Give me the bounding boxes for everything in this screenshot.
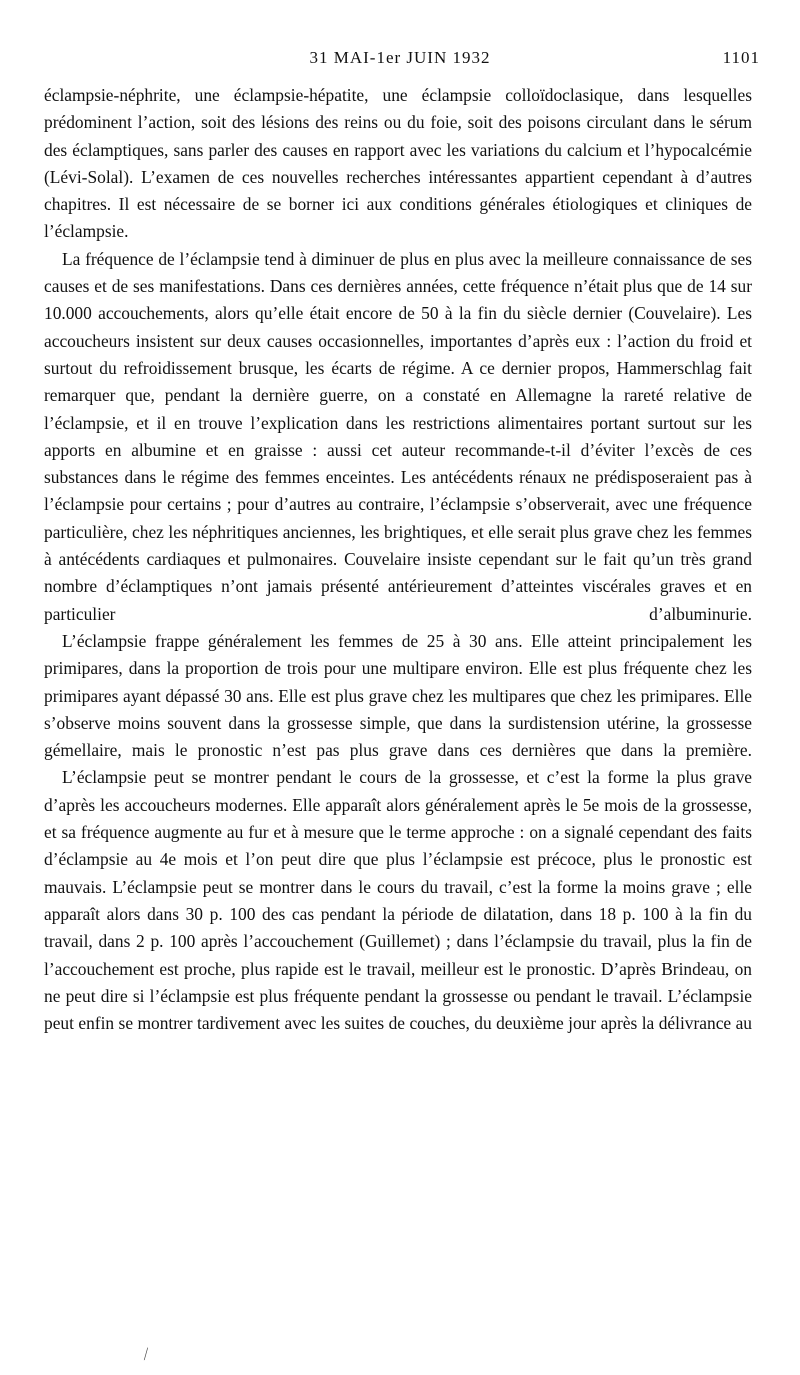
paragraph: éclampsie-néphrite, une éclampsie-hépatite, une éclampsie colloïdoclasique, dans lesquelles prédominent l’action, soit des lésions des reins ou du foie, soit des poisons circulant dans le sérum des éclamptiques, sans parler des causes en rapport avec les variations du calcium et l’hypocalcémie (Lévi-Solal). L’examen de ces nouvelles recherches intéressantes appartient cependant à d’autres chapitres. Il est nécessaire de se borner ici aux conditions générales étiologiques et cliniques de l’éclampsie. [44,85,752,242]
stray-pen-mark: ⁄ [142,1346,151,1363]
paragraph: La fréquence de l’éclampsie tend à diminuer de plus en plus avec la meilleure connaissance de ses causes et de ses manifestations. Dans ces dernières années, cette fréquence n’était plus que de 14 sur 10.000 accouchements, alors qu’elle était encore de 50 à la fin du siècle dernier (Couvelaire). Les accoucheurs insistent sur deux causes occasionnelles, importantes d’après eux : l’action du froid et surtout du refroidissement brusque, les écarts de régime. A ce dernier propos, Hammerschlag fait remarquer que, pendant la dernière guerre, on a constaté en Allemagne la rareté relative de l’éclampsie, et il en trouve l’explication dans les restrictions alimentaires portant surtout sur les apports en albumine et en graisse : aussi cet auteur recommande-t-il d’éviter l’excès de ces substances dans le régime des femmes enceintes. Les antécédents rénaux ne prédisposeraient pas à l’éclampsie pour certains ; pour d’autres au contraire, l’éclampsie s’observerait, avec une fréquence particulière, chez les néphritiques anciennes, les brightiques, et elle serait plus grave chez les femmes à antécédents cardiaques et pulmonaires. Couvelaire insiste cependant sur le fait qu’un très grand nombre d’éclamptiques n’ont jamais présenté antérieurement d’atteintes viscérales graves et en particulier d’albuminurie. [44,248,752,624]
page-number: 1101 [722,48,760,67]
running-head-date: 31 MAI-1er JUIN 1932 [309,48,491,67]
page-header [40,48,760,74]
paragraph: L’éclampsie frappe généralement les femmes de 25 à 30 ans. Elle atteint principalement les primipares, dans la proportion de trois pour une multipare environ. Elle est plus fréquente chez les primipares ayant dépassé 30 ans. Elle est plus grave chez les multipares que chez les primipares. Elle s’observe moins souvent dans la grossesse simple, que dans la surdistension utérine, la grossesse gémellaire, mais le pronostic n’est pas plus grave dans ces dernières que dans la première. [44,630,752,761]
paragraph: L’éclampsie peut se montrer pendant le cours de la grossesse, et c’est la forme la plus grave d’après les accoucheurs modernes. Elle apparaît alors généralement après le 5e mois de la grossesse, et sa fréquence augmente au fur et à mesure que le terme approche : on a signalé cependant des faits d’éclampsie au 4e mois et l’on peut dire que plus l’éclampsie est précoce, plus le pronostic est mauvais. L’éclampsie peut se montrer dans le cours du travail, c’est la forme la moins grave ; elle apparaît alors dans 30 p. 100 des cas pendant la période de dilatation, dans 18 p. 100 à la fin du travail, dans 2 p. 100 après l’accouchement (Guillemet) ; dans l’éclampsie du travail, plus la fin de l’accouchement est proche, plus rapide est le travail, meilleur est le pronostic. D’après Brindeau, on ne peut dire si l’éclampsie est plus fréquente pendant la grossesse ou pendant le travail. L’éclampsie peut enfin se montrer tardivement avec les suites de couches, du deuxième jour après la délivrance au [44,767,752,1034]
body-text [44,82,752,1037]
